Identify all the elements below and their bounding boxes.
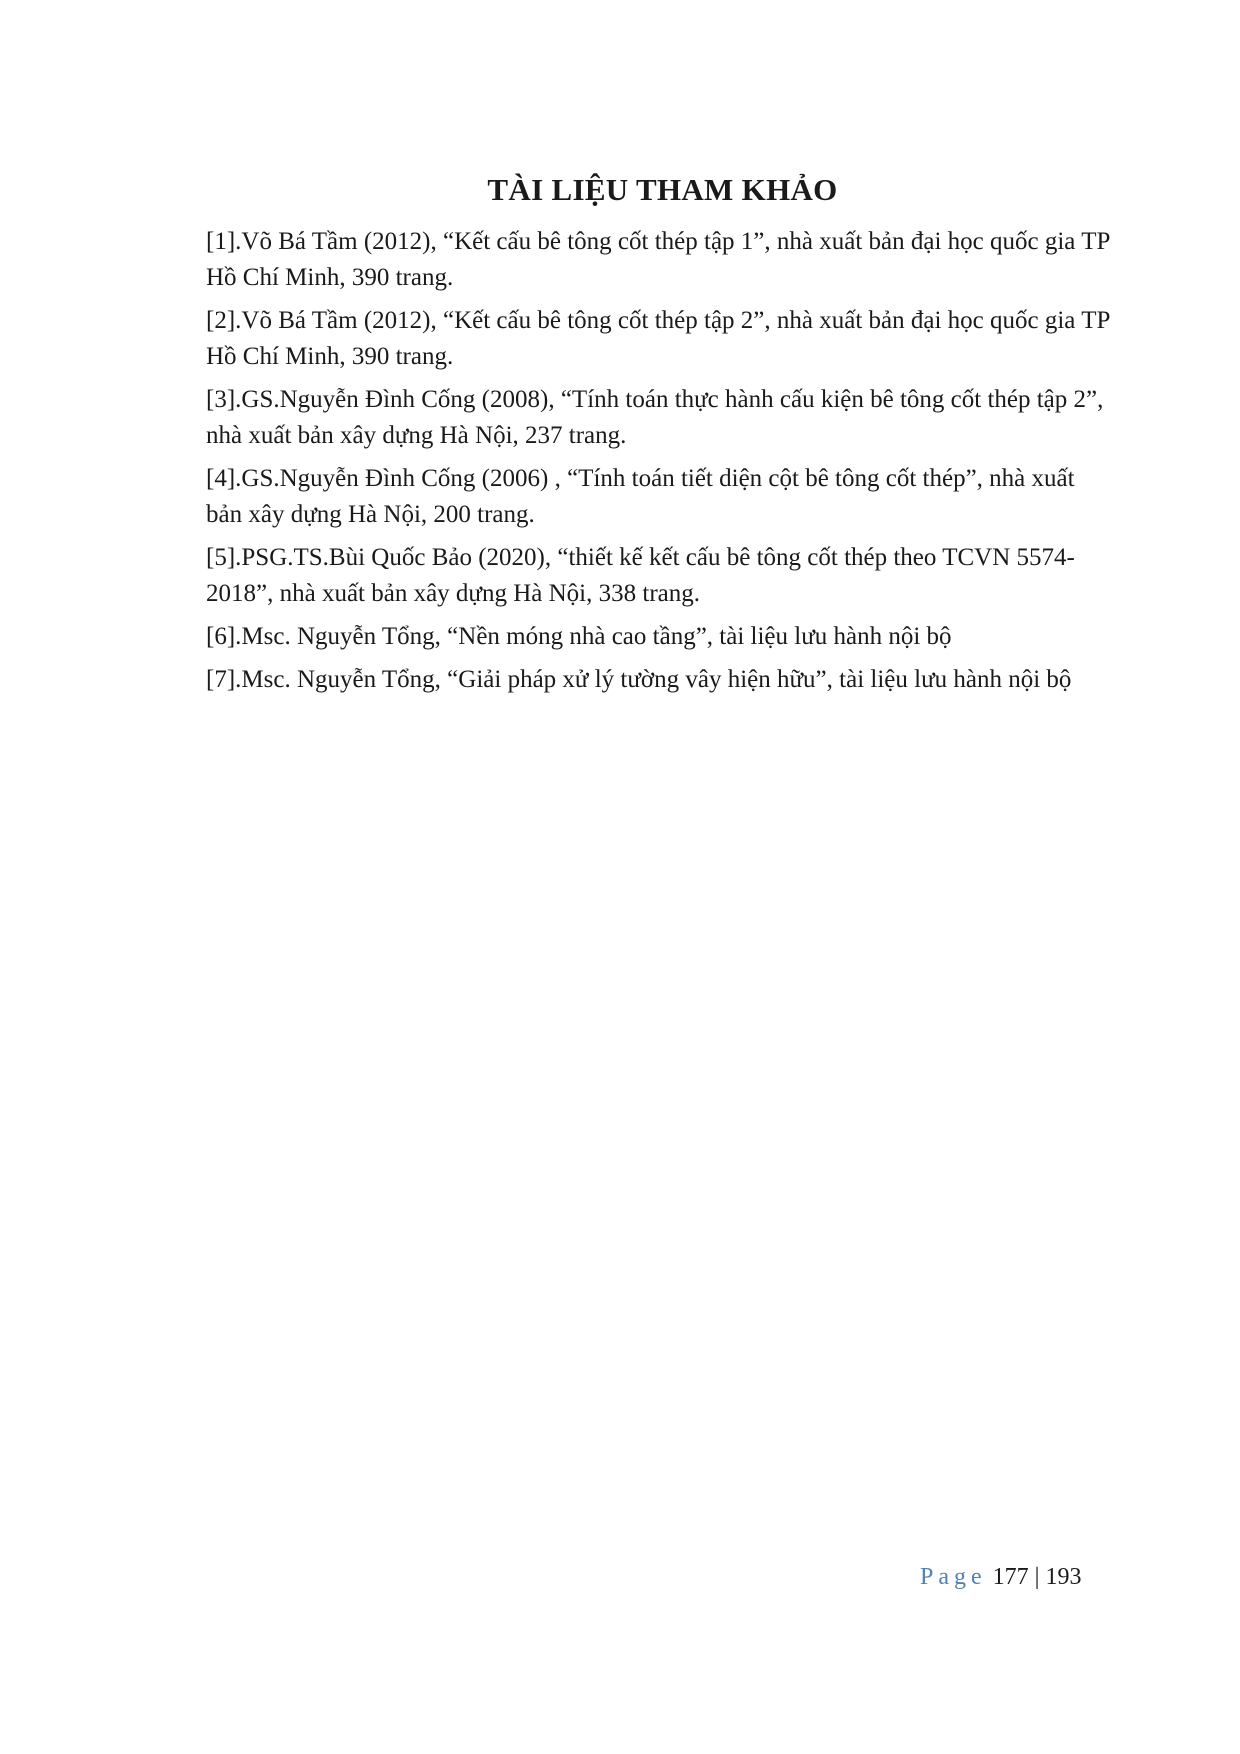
page-number: 177 — [992, 1564, 1029, 1590]
page-separator: | — [1034, 1564, 1040, 1590]
reference-item: [4].GS.Nguyễn Đình Cống (2006) , “Tính toán tiết diện cột bê tông cốt thép”, nhà xuất bản xây dựng Hà Nội, 200 trang. — [206, 465, 1075, 528]
reference-item: [5].PSG.TS.Bùi Quốc Bảo (2020), “thiết kế kết cấu bê tông cốt thép theo TCVN 5574-2018”, nhà xuất bản xây dựng Hà Nội, 338 trang. — [206, 544, 1075, 607]
reference-list — [206, 224, 1116, 705]
reference-item: [2].Võ Bá Tầm (2012), “Kết cấu bê tông cốt thép tập 2”, nhà xuất bản đại học quốc gia TP Hồ Chí Minh, 390 trang. — [206, 307, 1110, 370]
page-footer — [920, 1564, 1081, 1591]
page-label: Page — [920, 1564, 987, 1590]
reference-item: [6].Msc. Nguyễn Tổng, “Nền móng nhà cao tầng”, tài liệu lưu hành nội bộ — [206, 623, 952, 650]
total-pages: 193 — [1045, 1564, 1082, 1590]
reference-item: [1].Võ Bá Tầm (2012), “Kết cấu bê tông cốt thép tập 1”, nhà xuất bản đại học quốc gia TP Hồ Chí Minh, 390 trang. — [206, 228, 1110, 291]
page-title: TÀI LIỆU THAM KHẢO — [487, 172, 838, 207]
reference-item: [7].Msc. Nguyễn Tổng, “Giải pháp xử lý tường vây hiện hữu”, tài liệu lưu hành nội bộ — [206, 666, 1072, 693]
reference-item: [3].GS.Nguyễn Đình Cống (2008), “Tính toán thực hành cấu kiện bê tông cốt thép tập 2”, nhà xuất bản xây dựng Hà Nội, 237 trang. — [206, 386, 1104, 449]
